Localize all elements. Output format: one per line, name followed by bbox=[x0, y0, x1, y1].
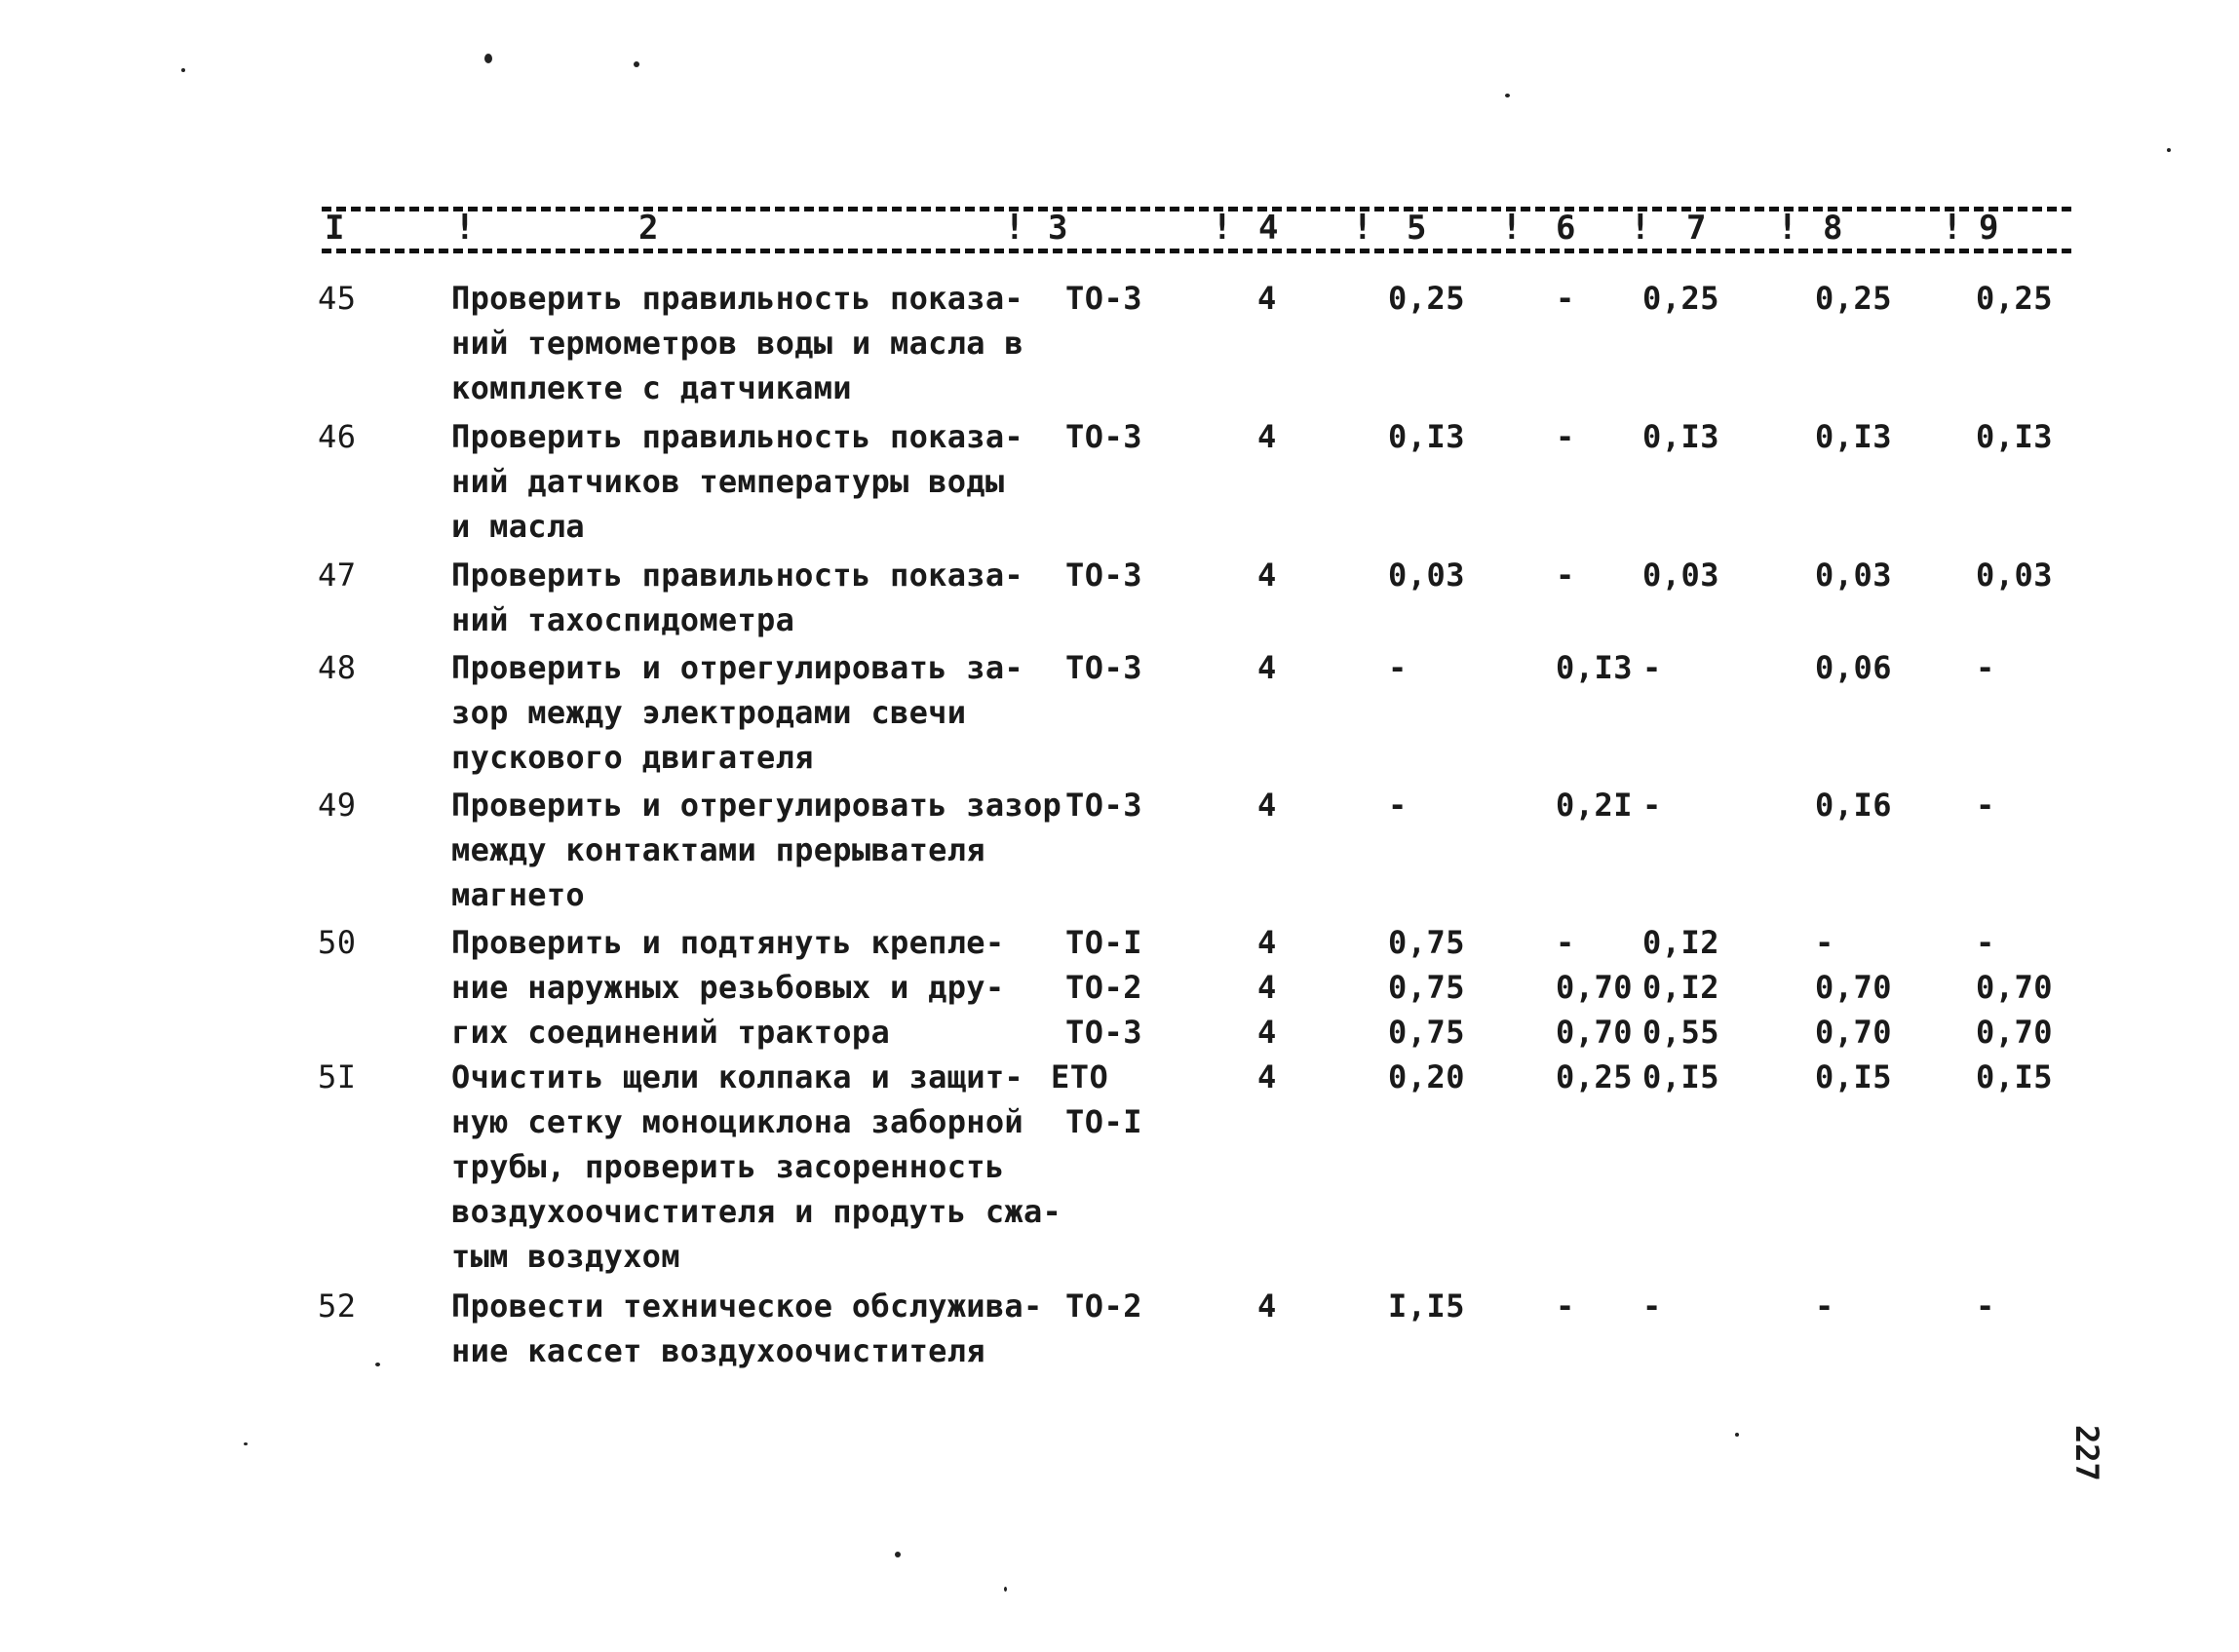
col6-value: - bbox=[1556, 1287, 1575, 1325]
col7-value: 0,I2 bbox=[1642, 969, 1720, 1006]
col7-value: - bbox=[1642, 1287, 1662, 1325]
col8-value: - bbox=[1815, 1287, 1834, 1325]
col8-value: 0,I5 bbox=[1815, 1058, 1893, 1095]
row-number: 46 bbox=[318, 418, 357, 455]
header-separator: ! bbox=[1630, 208, 1651, 248]
scan-speck bbox=[1735, 1433, 1739, 1437]
col9-value: - bbox=[1976, 649, 1995, 686]
description-line: ние наружных резьбовых и дру- bbox=[451, 969, 1005, 1006]
description-line: ную сетку моноциклона заборной bbox=[451, 1103, 1023, 1140]
description-line: воздухоочистителя и продуть сжа- bbox=[451, 1193, 1062, 1230]
col8-value: - bbox=[1815, 924, 1834, 961]
col5-value: 0,03 bbox=[1388, 557, 1466, 594]
col5-value: - bbox=[1388, 787, 1408, 824]
maintenance-period: ТО-I bbox=[1065, 924, 1143, 961]
row-description bbox=[451, 783, 1062, 917]
col4-value: 4 bbox=[1257, 418, 1277, 455]
col5-value: 0,75 bbox=[1388, 1014, 1466, 1051]
col5-value: 0,75 bbox=[1388, 924, 1466, 961]
col7-value: 0,25 bbox=[1642, 280, 1720, 317]
description-line: Проверить и отрегулировать за- bbox=[451, 649, 1023, 686]
col7-value: 0,03 bbox=[1642, 557, 1720, 594]
scan-speck bbox=[2167, 148, 2171, 152]
col8-value: 0,70 bbox=[1815, 969, 1893, 1006]
description-line: между контактами прерывателя bbox=[451, 831, 985, 868]
description-line: комплекте с датчиками bbox=[451, 369, 852, 406]
row-description bbox=[451, 553, 1056, 642]
description-line: тым воздухом bbox=[451, 1238, 680, 1275]
col7-value: - bbox=[1642, 649, 1662, 686]
col8-value: 0,25 bbox=[1815, 280, 1893, 317]
col9-value: - bbox=[1976, 924, 1995, 961]
row-number: 49 bbox=[318, 787, 357, 824]
col9-value: - bbox=[1976, 787, 1995, 824]
scan-speck bbox=[375, 1363, 380, 1366]
col6-value: 0,I3 bbox=[1556, 649, 1634, 686]
col7-value: 0,55 bbox=[1642, 1014, 1720, 1051]
col9-value: 0,03 bbox=[1976, 557, 2054, 594]
description-line: Проверить правильность показа- bbox=[451, 280, 1023, 317]
header-col-3: 3 bbox=[1048, 209, 1068, 248]
row-description bbox=[451, 276, 1056, 410]
description-line: пускового двигателя bbox=[451, 739, 814, 776]
col8-value: 0,I3 bbox=[1815, 418, 1893, 455]
description-line: и масла bbox=[451, 508, 585, 545]
description-line: Проверить правильность показа- bbox=[451, 418, 1023, 455]
description-line: ний датчиков температуры воды bbox=[451, 463, 1005, 500]
description-line: магнето bbox=[451, 876, 585, 913]
col7-value: 0,I2 bbox=[1642, 924, 1720, 961]
row-number: 5I bbox=[318, 1058, 357, 1095]
row-description bbox=[451, 414, 1056, 549]
header-col-2: 2 bbox=[638, 209, 659, 248]
description-line: ний тахоспидометра bbox=[451, 601, 795, 638]
header-col-5: 5 bbox=[1407, 209, 1427, 248]
col4-value: 4 bbox=[1257, 1058, 1277, 1095]
maintenance-period: ТО-3 bbox=[1065, 418, 1143, 455]
description-line: Проверить и отрегулировать зазор bbox=[451, 787, 1062, 824]
header-separator: ! bbox=[1212, 208, 1233, 248]
col7-value: 0,I5 bbox=[1642, 1058, 1720, 1095]
col4-value: 4 bbox=[1257, 787, 1277, 824]
row-description bbox=[451, 645, 1056, 780]
col9-value: 0,I5 bbox=[1976, 1058, 2054, 1095]
col6-value: 0,25 bbox=[1556, 1058, 1634, 1095]
col9-value: - bbox=[1976, 1287, 1995, 1325]
description-line: трубы, проверить засоренность bbox=[451, 1148, 1005, 1185]
header-col-1: I bbox=[325, 209, 345, 248]
col8-value: 0,03 bbox=[1815, 557, 1893, 594]
maintenance-period: ТО-3 bbox=[1065, 280, 1143, 317]
header-bottom-rule bbox=[322, 249, 2071, 253]
col5-value: 0,75 bbox=[1388, 969, 1466, 1006]
header-separator: ! bbox=[1501, 208, 1523, 248]
maintenance-period: ТО-2 bbox=[1065, 1287, 1143, 1325]
description-line: зор между электродами свечи bbox=[451, 694, 967, 731]
header-separator: ! bbox=[1942, 208, 1963, 248]
col5-value: 0,I3 bbox=[1388, 418, 1466, 455]
col8-value: 0,70 bbox=[1815, 1014, 1893, 1051]
maintenance-period-secondary: ТО-I bbox=[1065, 1103, 1143, 1140]
maintenance-period: ТО-3 bbox=[1065, 649, 1143, 686]
header-col-8: 8 bbox=[1823, 209, 1843, 248]
col5-value: - bbox=[1388, 649, 1408, 686]
col8-value: 0,I6 bbox=[1815, 787, 1893, 824]
col4-value: 4 bbox=[1257, 557, 1277, 594]
row-description bbox=[451, 920, 1056, 1055]
col5-value: 0,20 bbox=[1388, 1058, 1466, 1095]
description-line: Провести техническое обслужива- bbox=[451, 1287, 1043, 1325]
description-line: Проверить и подтянуть крепле- bbox=[451, 924, 1005, 961]
header-separator: ! bbox=[1777, 208, 1798, 248]
scan-speck bbox=[484, 54, 492, 63]
row-number: 48 bbox=[318, 649, 357, 686]
col6-value: 0,2I bbox=[1556, 787, 1634, 824]
description-line: Очистить щели колпака и защит- bbox=[451, 1058, 1023, 1095]
maintenance-period: ТО-3 bbox=[1065, 787, 1143, 824]
col4-value: 4 bbox=[1257, 649, 1277, 686]
col4-value: 4 bbox=[1257, 1287, 1277, 1325]
header-col-6: 6 bbox=[1556, 209, 1576, 248]
description-line: ний термометров воды и масла в bbox=[451, 325, 1023, 362]
col9-value: 0,70 bbox=[1976, 1014, 2054, 1051]
row-description bbox=[451, 1284, 1056, 1373]
scan-speck bbox=[895, 1552, 901, 1557]
col5-value: 0,25 bbox=[1388, 280, 1466, 317]
row-number: 47 bbox=[318, 557, 357, 594]
scan-speck bbox=[1004, 1587, 1007, 1592]
maintenance-period: ЕТО bbox=[1051, 1058, 1109, 1095]
col4-value: 4 bbox=[1257, 280, 1277, 317]
header-col-9: 9 bbox=[1979, 209, 1999, 248]
col9-value: 0,70 bbox=[1976, 969, 2054, 1006]
col6-value: - bbox=[1556, 924, 1575, 961]
col9-value: 0,25 bbox=[1976, 280, 2054, 317]
col8-value: 0,06 bbox=[1815, 649, 1893, 686]
header-separator: ! bbox=[1004, 208, 1025, 248]
col6-value: 0,70 bbox=[1556, 969, 1634, 1006]
scan-speck bbox=[634, 61, 639, 67]
description-line: гих соединений трактора bbox=[451, 1014, 891, 1051]
row-number: 50 bbox=[318, 924, 357, 961]
header-separator: ! bbox=[454, 208, 476, 248]
description-line: ние кассет воздухоочистителя bbox=[451, 1332, 985, 1369]
description-line: Проверить правильность показа- bbox=[451, 557, 1023, 594]
maintenance-period: ТО-3 bbox=[1065, 557, 1143, 594]
scan-speck bbox=[1505, 94, 1510, 97]
row-number: 45 bbox=[318, 280, 357, 317]
col7-value: - bbox=[1642, 787, 1662, 824]
col4-value: 4 bbox=[1257, 924, 1277, 961]
header-separator: ! bbox=[1352, 208, 1373, 248]
header-col-4: 4 bbox=[1258, 209, 1279, 248]
col6-value: - bbox=[1556, 280, 1575, 317]
row-number: 52 bbox=[318, 1287, 357, 1325]
col9-value: 0,I3 bbox=[1976, 418, 2054, 455]
col4-value: 4 bbox=[1257, 1014, 1277, 1051]
row-description bbox=[451, 1055, 1062, 1279]
maintenance-period: ТО-2 bbox=[1065, 969, 1143, 1006]
scan-speck bbox=[244, 1442, 248, 1445]
col6-value: 0,70 bbox=[1556, 1014, 1634, 1051]
page-number: 227 bbox=[2068, 1425, 2105, 1481]
header-col-7: 7 bbox=[1686, 209, 1707, 248]
maintenance-period: ТО-3 bbox=[1065, 1014, 1143, 1051]
scan-speck bbox=[181, 68, 185, 72]
col7-value: 0,I3 bbox=[1642, 418, 1720, 455]
col5-value: I,I5 bbox=[1388, 1287, 1466, 1325]
col4-value: 4 bbox=[1257, 969, 1277, 1006]
col6-value: - bbox=[1556, 557, 1575, 594]
col6-value: - bbox=[1556, 418, 1575, 455]
header-top-rule bbox=[322, 207, 2071, 211]
